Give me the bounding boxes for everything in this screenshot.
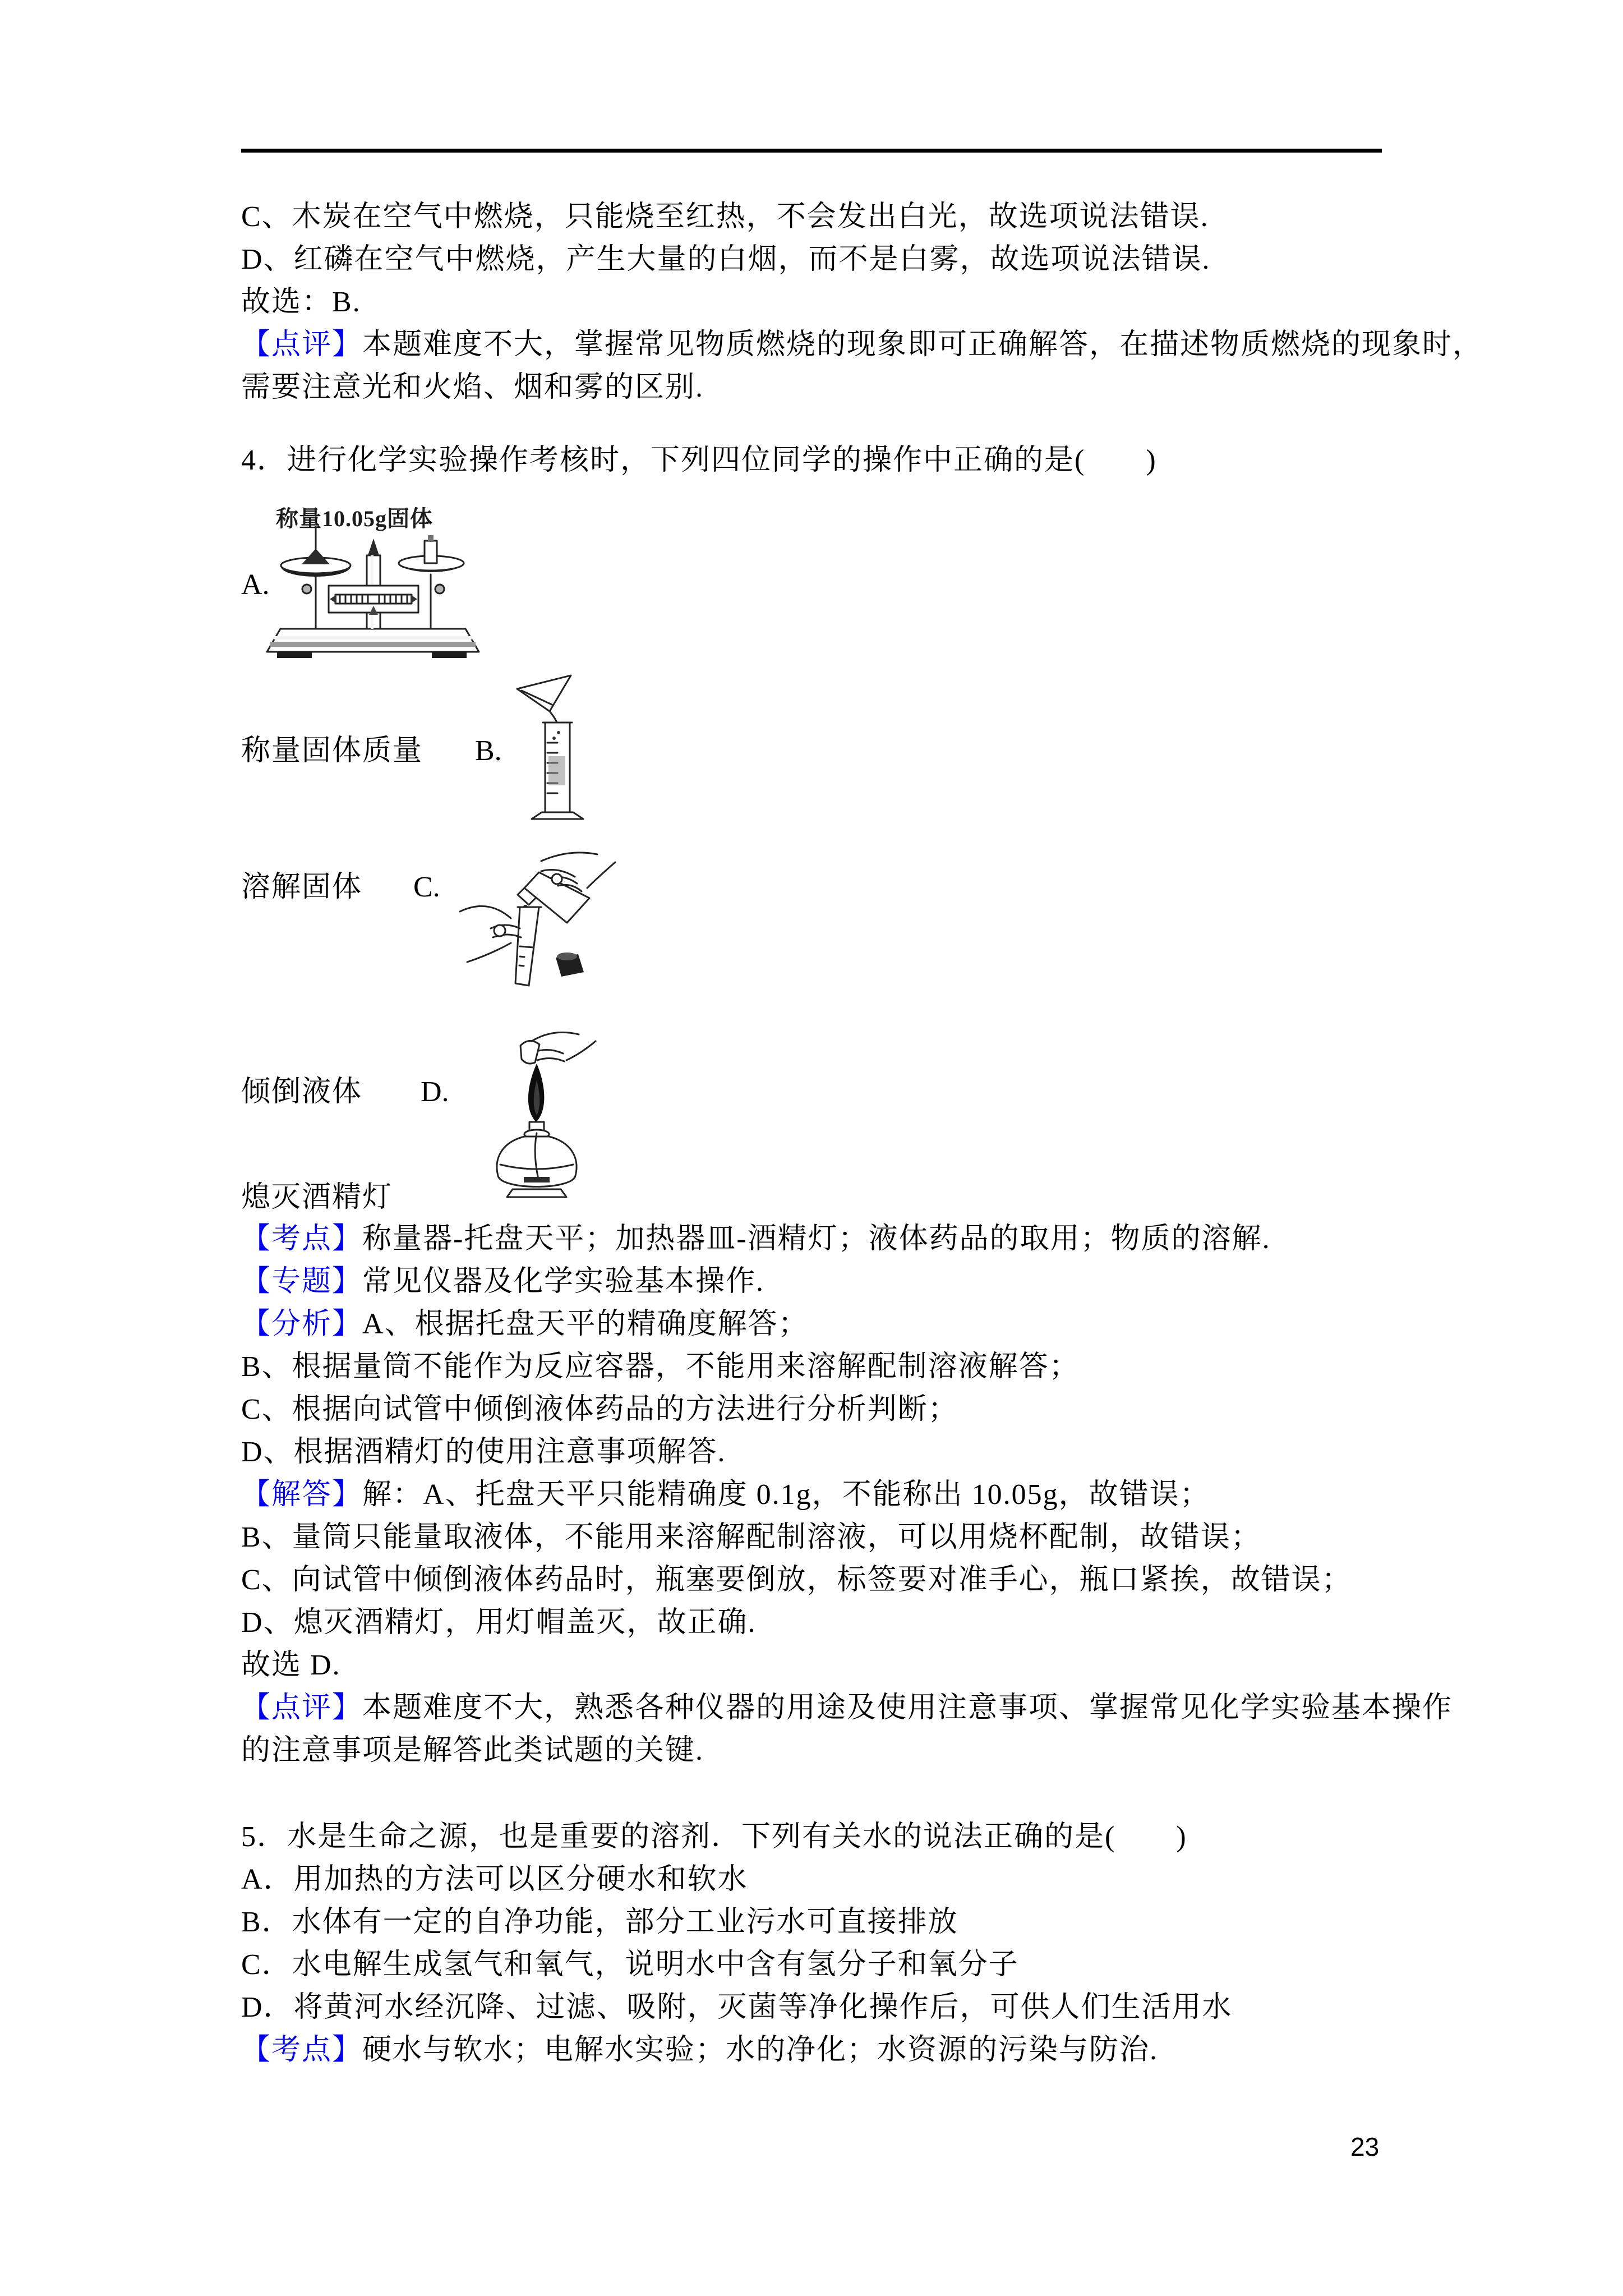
balance-scale-figure: [262, 526, 484, 658]
q3-option-c: C、木炭在空气中燃烧，只能烧至红热，不会发出白光，故选项说法错误.: [241, 201, 1209, 233]
q3-option-d: D、红磷在空气中燃烧，产生大量的白烟，而不是白雾，故选项说法错误.: [241, 243, 1211, 275]
cylinder-funnel-figure: [505, 672, 603, 826]
q4-label-pour: 倾倒液体: [241, 1076, 363, 1108]
q4-letter-d: D.: [421, 1076, 449, 1108]
q3-review-line2: 需要注意光和火焰、烟和雾的区别.: [241, 371, 704, 403]
q5-option-d: D．将黄河水经沉降、过滤、吸附，灭菌等净化操作后，可供人们生活用水: [241, 1991, 1233, 2023]
q3-answer: 故选：B.: [241, 286, 361, 318]
q4-dianping-line2: 的注意事项是解答此类试题的关键.: [241, 1734, 704, 1766]
q4-stem: 4．进行化学实验操作考核时，下列四位同学的操作中正确的是( ): [241, 444, 1157, 476]
q4-label-weigh: 称量固体质量: [241, 735, 423, 767]
q4-dianping-line1: 【点评】本题难度不大，熟悉各种仪器的用途及使用注意事项、掌握常见化学实验基本操作: [241, 1692, 1453, 1724]
fenxi-tag: 【分析】: [241, 1308, 363, 1340]
q4-fenxi-line-b: B、根据量筒不能作为反应容器，不能用来溶解配制溶液解答；: [241, 1351, 1080, 1383]
q5-option-c: C．水电解生成氢气和氧气，说明水中含有氢分子和氧分子: [241, 1949, 1019, 1981]
q3-review-line1: 【点评】本题难度不大，掌握常见物质燃烧的现象即可正确解答，在描述物质燃烧的现象时，: [241, 329, 1483, 361]
fig-a-caption: 称量10.05g固体: [276, 506, 433, 531]
zhuanti-tag: 【专题】: [241, 1266, 363, 1297]
q4-jieda-line-d: D、熄灭酒精灯，用灯帽盖灭，故正确.: [241, 1607, 757, 1639]
q5-option-a: A．用加热的方法可以区分硬水和软水: [241, 1864, 748, 1895]
review-tag: 【点评】: [241, 329, 363, 361]
pouring-liquid-figure: [457, 844, 617, 996]
dianping-tag: 【点评】: [241, 1692, 363, 1724]
q4-fenxi-line-c: C、根据向试管中倾倒液体药品的方法进行分析判断；: [241, 1393, 958, 1425]
q4-letter-a: A.: [241, 569, 270, 601]
q5-option-b: B．水体有一定的自净功能，部分工业污水可直接排放: [241, 1906, 958, 1938]
q4-zhuanti-line: 【专题】常见仪器及化学实验基本操作.: [241, 1266, 765, 1297]
q4-jieda-line-b: B、量筒只能量取液体，不能用来溶解配制溶液，可以用烧杯配制，故错误；: [241, 1521, 1261, 1553]
alcohol-lamp-figure: [461, 1027, 601, 1214]
kaodian-tag: 【考点】: [241, 1223, 363, 1255]
q5-kaodian-tag: 【考点】: [241, 2034, 363, 2066]
q5-kaodian-line: 【考点】硬水与软水；电解水实验；水的净化；水资源的污染与防治.: [241, 2034, 1159, 2066]
q4-kaodian-line: 【考点】称量器-托盘天平；加热器皿-酒精灯；液体药品的取用；物质的溶解.: [241, 1223, 1271, 1255]
jieda-tag: 【解答】: [241, 1479, 363, 1511]
q4-jieda-line-c: C、向试管中倾倒液体药品时，瓶塞要倒放，标签要对准手心，瓶口紧挨，故错误；: [241, 1564, 1352, 1596]
q4-answer: 故选 D.: [241, 1649, 341, 1681]
q4-letter-c: C.: [413, 871, 440, 903]
q4-label-extinguish: 熄灭酒精灯: [241, 1181, 393, 1213]
q4-fenxi-line-a: 【分析】A、根据托盘天平的精确度解答；: [241, 1308, 809, 1340]
q4-jieda-line-a: 【解答】解：A、托盘天平只能精确度 0.1g，不能称出 10.05g，故错误；: [241, 1479, 1210, 1511]
q4-label-dissolve: 溶解固体: [241, 871, 363, 903]
q4-letter-b: B.: [475, 735, 502, 767]
header-rule: [241, 149, 1382, 153]
q5-stem: 5．水是生命之源，也是重要的溶剂．下列有关水的说法正确的是( ): [241, 1821, 1187, 1853]
page-number: 23: [1350, 2132, 1380, 2161]
q4-fenxi-line-d: D、根据酒精灯的使用注意事项解答.: [241, 1436, 726, 1468]
